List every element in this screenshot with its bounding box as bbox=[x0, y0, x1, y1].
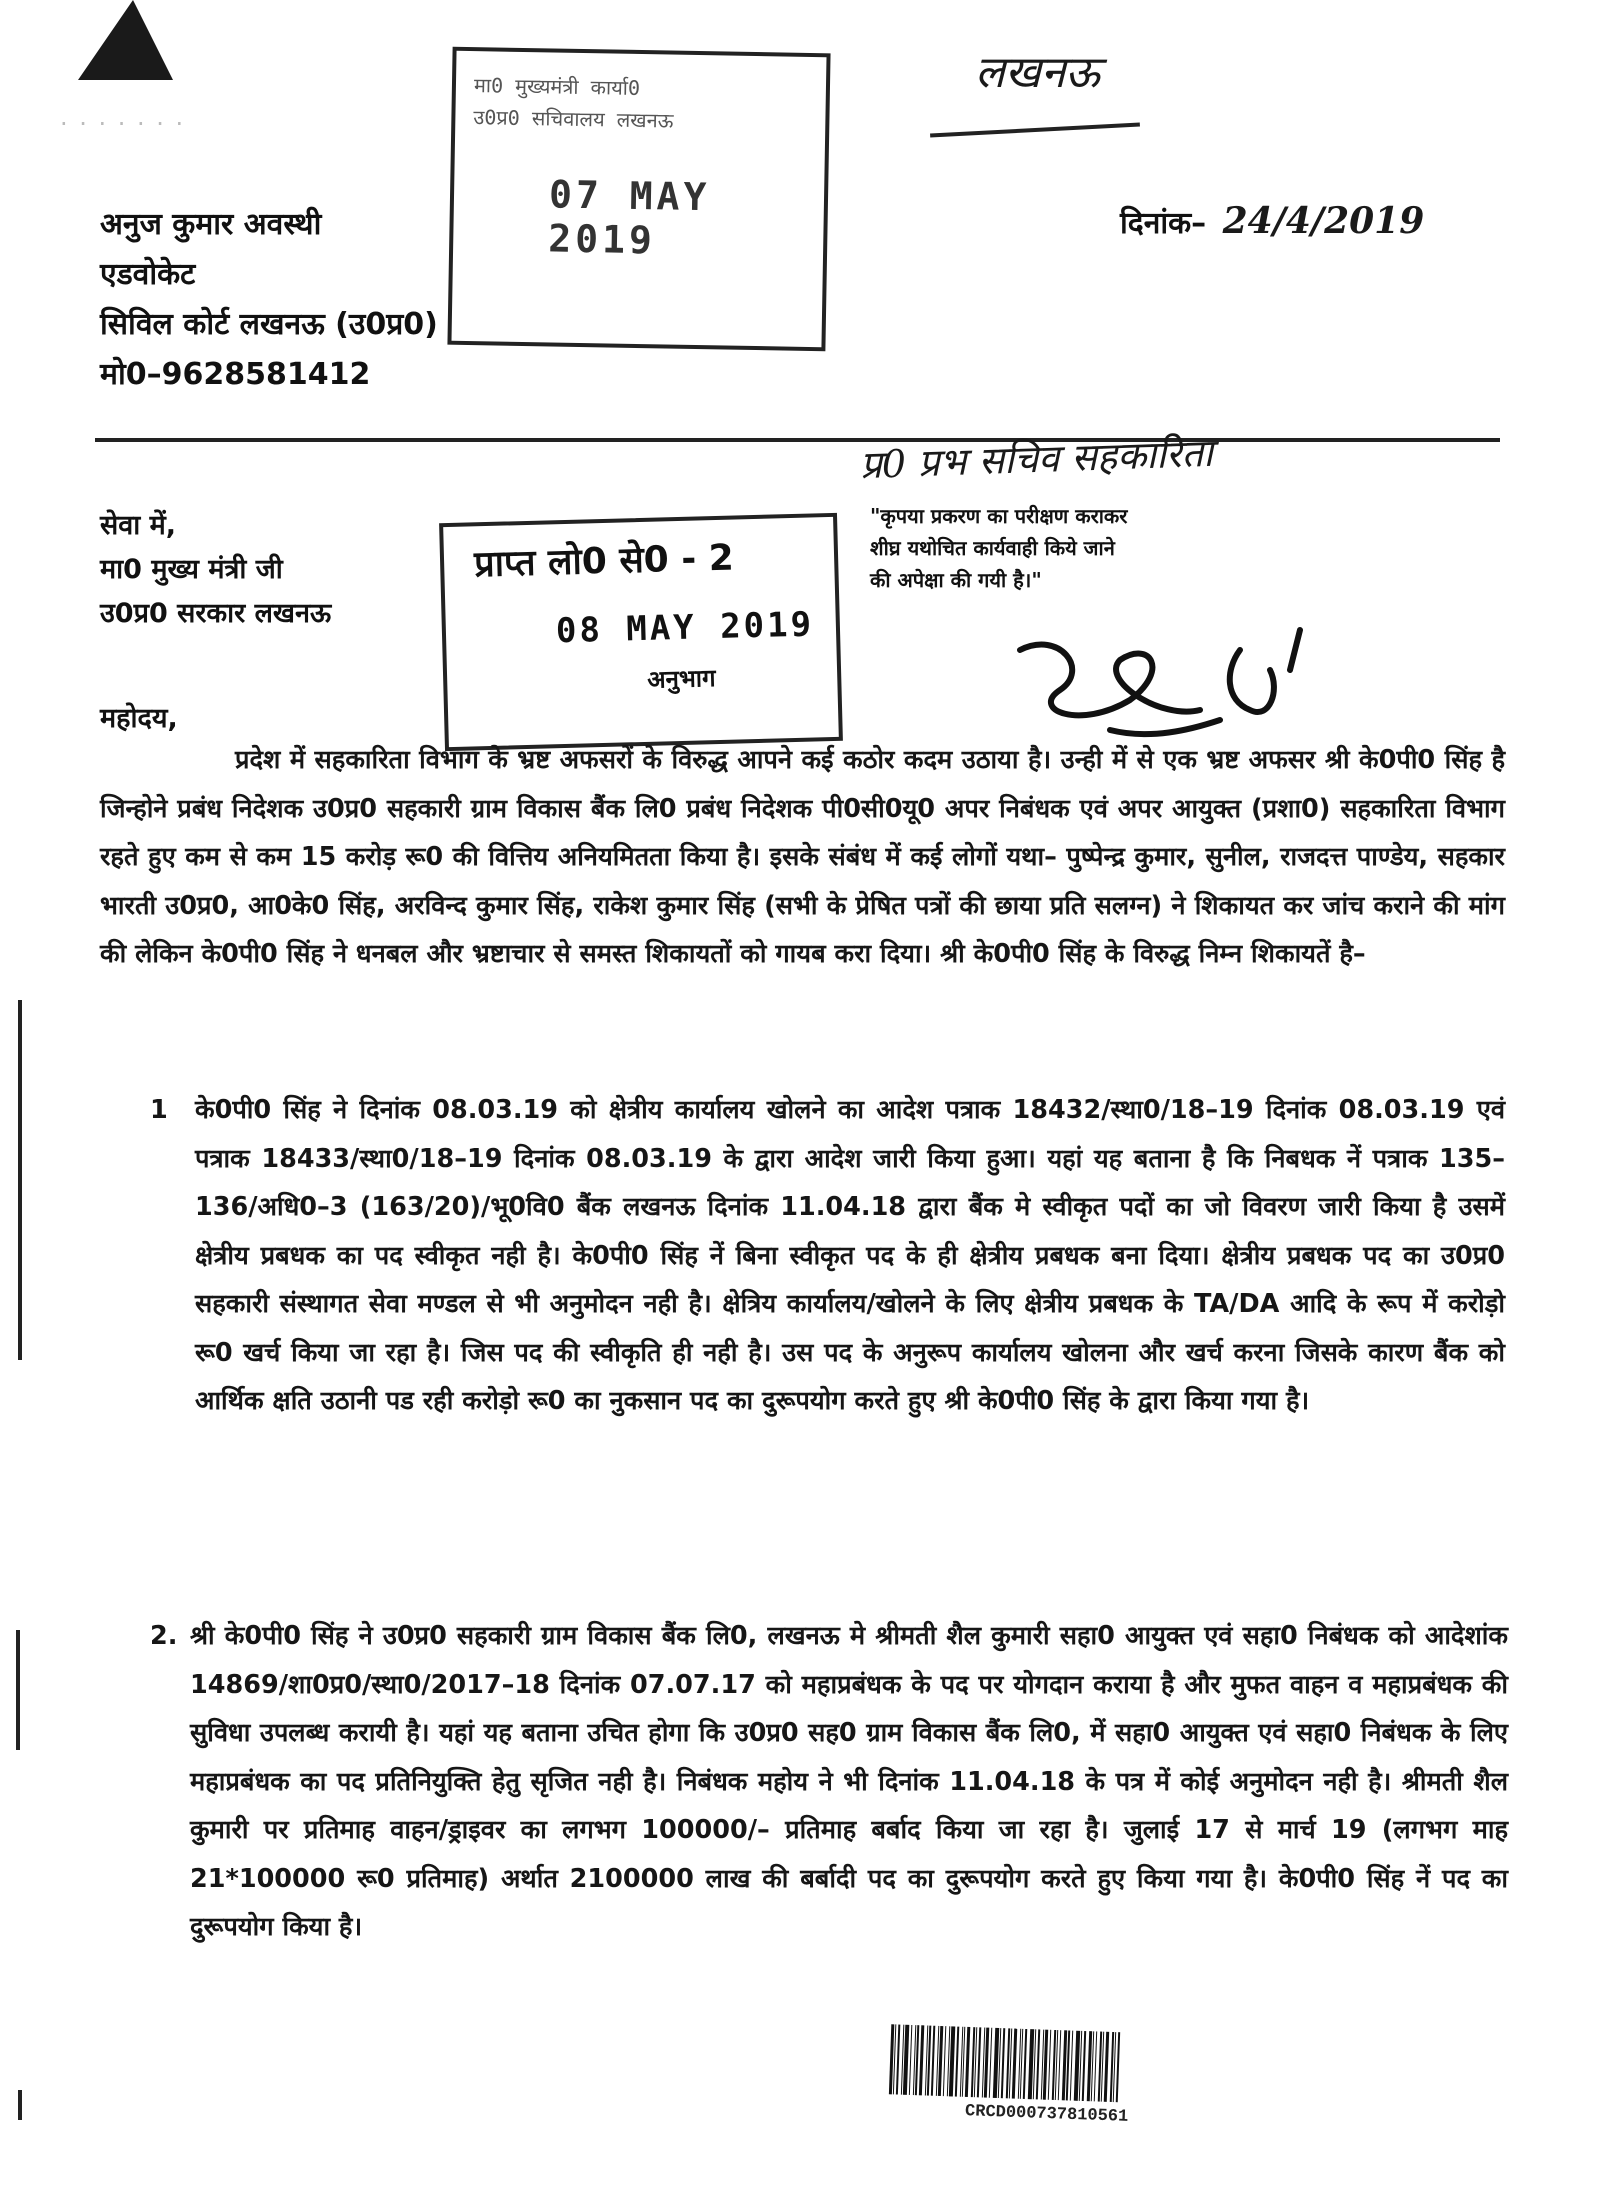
barcode-bar bbox=[919, 2025, 924, 2095]
barcode-bar bbox=[1104, 2032, 1109, 2102]
separator-rule bbox=[95, 438, 1500, 442]
barcode-bar bbox=[1082, 2031, 1086, 2101]
barcode-bar bbox=[896, 2025, 900, 2095]
stamp-line-2: उ0प्र0 सचिवालय लखनऊ bbox=[473, 105, 674, 133]
stamp-date: 07 MAY 2019 bbox=[547, 172, 711, 263]
official-note bbox=[870, 500, 1127, 596]
handwritten-underline bbox=[930, 123, 1140, 138]
scan-margin-line bbox=[18, 2090, 22, 2120]
recipient-to: सेवा में, bbox=[100, 510, 177, 541]
barcode-bar bbox=[965, 2027, 970, 2097]
barcode-bar bbox=[1023, 2029, 1027, 2099]
handwritten-forward-note: प्र0 प्रभ सचिव सहकारिता bbox=[859, 430, 1214, 488]
office-stamp bbox=[447, 47, 830, 352]
sender-name: अनुज कुमार अवस्थी bbox=[100, 207, 322, 242]
barcode-bar bbox=[1116, 2032, 1120, 2102]
barcode-bar bbox=[1094, 2031, 1097, 2101]
sender-court: सिविल कोर्ट लखनऊ (उ0प्र0) bbox=[100, 307, 438, 342]
sender-block bbox=[100, 200, 438, 400]
recipient-line-2: उ0प्र0 सरकार लखनऊ bbox=[100, 598, 332, 629]
recipient-line-1: मा0 मुख्य मंत्री जी bbox=[100, 554, 283, 585]
barcode bbox=[889, 2024, 1221, 2105]
point-1-text: के0पी0 सिंह ने दिनांक 08.03.19 को क्षेत्रीय कार्यालय खोलने का आदेश पत्राक 18432/स्था0/18–19 दिनांक 08.03.19 एवं पत्राक 18433/स्था0/18–19 दिनांक 08.03.19 के द्वारा आदेश जारी किया हुआ। यहां यह बताना है कि निबधक नें पत्राक 135–136/अधि0–3 (163/20)/भू0वि0 बैंक लखनऊ दिनांक 11.04.18 द्वारा बैंक मे स्वीकृत पदों का जो विवरण जारी किया है उसमें क्षेत्रीय प्रबधक का पद स्वीकृत नही है। के0पी0 सिंह नें बिना स्वीकृत पद के ही क्षेत्रीय प्रबधक बना दिया। क्षेत्रीय प्रबधक पद का उ0प्र0 सहकारी संस्थागत सेवा मण्डल से भी अनुमोदन नही है। क्षेत्रिय कार्यालय/खोलने के लिए क्षेत्रीय प्रबधक के TA/DA आदि के रूप में करोड़ो रू0 खर्च किया जा रहा है। जिस पद की स्वीकृति ही नही है। उस पद के अनुरूप कार्यालय खोलना और खर्च करना जिसके कारण बैंक को आर्थिक क्षति उठानी पड रही करोड़ो रू0 का नुकसान पद का दुरूपयोग करते हुए श्री के0पी0 सिंह के द्वारा किया गया है। bbox=[195, 1095, 1505, 1416]
stamp-line-1: मा0 मुख्यमंत्री कार्या0 bbox=[473, 73, 641, 100]
intro-paragraph: प्रदेश में सहकारिता विभाग के भ्रष्ट अफसरों के विरुद्ध आपने कई कठोर कदम उठाया है। उन्ही में से एक भ्रष्ट अफसर श्री के0पी0 सिंह है जिन्होने प्रबंध निदेशक उ0प्र0 सहकारी ग्राम विकास बैंक लि0 प्रबंध निदेशक पी0सी0यू0 अपर निबंधक एवं अपर आयुक्त (प्रशा0) सहकारिता विभाग रहते हुए कम से कम 15 करोड़ रू0 की वित्तिय अनियमितता किया है। इसके संबंध में कई लोगों यथा– पुष्पेन्द्र कुमार, सुनील, राजदत्त पाण्डेय, सहकार भारती उ0प्र0, आ0के0 सिंह, अरविन्द कुमार सिंह, राकेश कुमार सिंह (सभी के प्रेषित पत्रों की छाया प्रति सलग्न) ने शिकायत कर जांच कराने की मांग की लेकिन के0पी0 सिंह ने धनबल और भ्रष्टाचार से समस्त शिकायतों को गायब करा दिया। श्री के0पी0 सिंह के विरुद्ध निम्न शिकायतें है– bbox=[100, 745, 1505, 969]
scan-margin-line bbox=[16, 1630, 20, 1750]
ink-blot bbox=[78, 0, 173, 80]
date-value: 24/4/2019 bbox=[1222, 200, 1425, 242]
official-note-line: "कृपया प्रकरण का परीक्षण कराकर bbox=[870, 504, 1128, 528]
official-note-line: की अपेक्षा की गयी है।" bbox=[870, 568, 1042, 592]
bleed-through-text: · · · · · · · bbox=[60, 110, 186, 138]
point-2-text: श्री के0पी0 सिंह ने उ0प्र0 सहकारी ग्राम विकास बैंक लि0, लखनऊ मे श्रीमती शैल कुमारी सहा0 आयुक्त एवं सहा0 निबंधक को आदेशांक 14869/शा0प्र0/स्था0/2017–18 दिनांक 07.07.17 को महाप्रबंधक के पद पर योगदान कराया है और मुफत वाहन व महाप्रबंधक की सुविधा उपलब्ध करायी है। यहां यह बताना उचित होगा कि उ0प्र0 सह0 ग्राम विकास बैंक लि0, में सहा0 आयुक्त एवं सहा0 निबंधक के लिए महाप्रबंधक का पद प्रतिनियुक्ति हेतु सृजित नही है। निबंधक महोय ने भी दिनांक 11.04.18 के पत्र में कोई अनुमोदन नही है। श्रीमती शैल कुमारी पर प्रतिमाह वाहन/ड्राइवर का लगभग 100000/– प्रतिमाह बर्बाद किया जा रहा है। जुलाई 17 से मार्च 19 (लगभग माह 21*100000 रू0 प्रतिमाह) अर्थात 2100000 लाख की बर्बादी पद का दुरूपयोग करते हुए किया गया है। के0पी0 सिंह नें पद का दुरूपयोग किया है। bbox=[190, 1621, 1508, 1942]
received-stamp-date: 08 MAY 2019 bbox=[555, 604, 815, 652]
scan-margin-line bbox=[18, 1000, 22, 1360]
date-label: दिनांक– bbox=[1120, 206, 1207, 241]
barcode-bar bbox=[1058, 2030, 1061, 2100]
handwritten-city: लखनऊ bbox=[975, 47, 1100, 98]
received-stamp-line-1: प्राप्त लो0 से0 - 2 bbox=[473, 537, 735, 586]
barcode-bar bbox=[1036, 2029, 1040, 2099]
barcode-bar bbox=[989, 2028, 992, 2098]
received-stamp bbox=[439, 513, 843, 751]
barcode-bar bbox=[1048, 2030, 1051, 2100]
barcode-bar bbox=[931, 2026, 935, 2096]
barcode-bar bbox=[1012, 2029, 1017, 2099]
barcode-bar bbox=[977, 2027, 981, 2097]
recipient-block bbox=[100, 504, 331, 636]
official-note-line: शीघ्र यथोचित कार्यवाही किये जाने bbox=[870, 536, 1115, 560]
barcode-bar bbox=[909, 2025, 912, 2095]
barcode-number: CRCD000737810561 bbox=[964, 2102, 1129, 2127]
sender-title: एडवोकेट bbox=[100, 257, 196, 292]
barcode-bar bbox=[1001, 2028, 1005, 2098]
barcode-bar bbox=[943, 2026, 946, 2096]
sender-mobile: मो0–9628581412 bbox=[100, 357, 371, 392]
salutation: महोदय, bbox=[100, 703, 178, 734]
document-page: · · · · · · · लखनऊ अनुज कुमार अवस्थी एडवोकेट सिविल कोर्ट लखनऊ (उ0प्र0) मो0–9628581412 मा0 मुख्यमंत्री कार्या0 उ0प्र0 सचिवालय लखनऊ 07 MAY 2019 दिनांक– 24/4/2019 प्र0 प्रभ सचिव सहकारिता सेवा में, मा0 मुख्य मंत्री जी उ0प्र0 सरकार लखनऊ प्राप्त लो0 से0 - 2 08 MAY 2019 अनुभाग "कृपया प्रकरण का परीक्षण कराकर शीघ्र यथोचित कार्यवाही किये जाने की अपेक्षा की गयी है।" महोदय, प्रदेश में सहकारिता विभाग के भ्रष्ट अफसरों के विरुद्ध आपने कई कठोर कदम उठाया है। उन्ही में से एक भ्रष्ट अफसर श्री के0पी0 सिंह है जिन्होने प्रबंध निदेशक उ0प्र0 सहकारी ग्राम विकास बैंक लि0 प्रबंध निदेशक पी0सी0यू0 अपर निबंधक एवं अपर आयुक्त (प्रशा0) सहकारिता विभाग रहते हुए कम से कम 15 करोड़ रू0 की वित्तिय अनियमितता किया है। इसके संबंध में कई लोगों यथा– पुष्पेन्द्र कुमार, सुनील, राजदत्त पाण्डेय, सहकार भारती उ0प्र0, आ0के0 सिंह, अरविन्द कुमार सिंह, राकेश कुमार सिंह (सभी के प्रेषित पत्रों की छाया प्रति सलग्न) ने शिकायत कर जांच कराने की मांग की लेकिन के0पी0 सिंह ने धनबल और भ्रष्टाचार से समस्त शिकायतों को गायब करा दिया। श्री के0पी0 सिंह के विरुद्ध निम्न शिकायतें है– 1 के0पी0 सिंह ने दिनांक 08.03.19 को क्षेत्रीय कार्यालय खोलने का आदेश पत्राक 18432/स्था0/18–19 दिनांक 08.03.19 एवं पत्राक 18433/स्था0/18–19 दिनांक 08.03.19 के द्वारा आदेश जारी किया हुआ। यहां यह बताना है कि निबधक नें पत्राक 135–136/अधि0–3 (163/20)/भू0वि0 बैंक लखनऊ दिनांक 11.04.18 द्वारा बैंक मे स्वीकृत पदों का जो विवरण जारी किया है उसमें क्षेत्रीय प्रबधक का पद स्वीकृत नही है। के0पी0 सिंह नें बिना स्वीकृत पद के ही क्षेत्रीय प्रबधक बना दिया। क्षेत्रीय प्रबधक पद का उ0प्र0 सहकारी संस्थागत सेवा मण्डल से भी अनुमोदन नही है। क्षेत्रिय कार्यालय/खोलने के लिए क्षेत्रीय प्रबधक के TA/DA आदि के रूप में करोड़ो रू0 खर्च किया जा रहा है। जिस पद की स्वीकृति ही नही है। उस पद के अनुरूप कार्यालय खोलना और खर्च करना जिसके कारण बैंक को आर्थिक क्षति उठानी पड रही करोड़ो रू0 का नुकसान पद का दुरूपयोग करते हुए श्री के0पी0 सिंह के द्वारा किया गया है। 2. श्री के0पी0 सिंह ने उ0प्र0 सहकारी ग्राम विकास बैंक लि0, लखनऊ मे श्रीमती शैल कुमारी सहा0 आयुक्त एवं सहा0 निबंधक को आदेशांक 14869/शा0प्र0/स्था0/2017–18 दिनांक 07.07.17 को महाप्रबंधक के पद पर योगदान कराया है और मुफत वाहन व महाप्रबंधक की सुविधा उपलब्ध करायी है। यहां यह बताना उचित होगा कि उ0प्र0 सह0 ग्राम विकास बैंक लि0, में सहा0 आयुक्त एवं सहा0 निबंधक के लिए महाप्रबंधक का पद प्रतिनियुक्ति हेतु सृजित नही है। निबंधक महोय ने भी दिनांक 11.04.18 के पत्र में कोई अनुमोदन नही है। श्रीमती शैल कुमारी पर प्रतिमाह वाहन/ड्राइवर का लगभग 100000/– प्रतिमाह बर्बाद किया जा रहा है। जुलाई 17 से मार्च 19 (लगभग माह 21*100000 रू0 प्रतिमाह) अर्थात 2100000 लाख की बर्बादी पद का दुरूपयोग करते हुए किया गया है। के0पी0 सिंह नें पद का दुरूपयोग किया है। CRCD000737810561 bbox=[0, 0, 1600, 2191]
barcode-bar bbox=[1070, 2031, 1073, 2101]
received-stamp-section: अनुभाग bbox=[646, 664, 716, 694]
date-line bbox=[1120, 200, 1424, 242]
barcode-bar bbox=[955, 2027, 959, 2097]
